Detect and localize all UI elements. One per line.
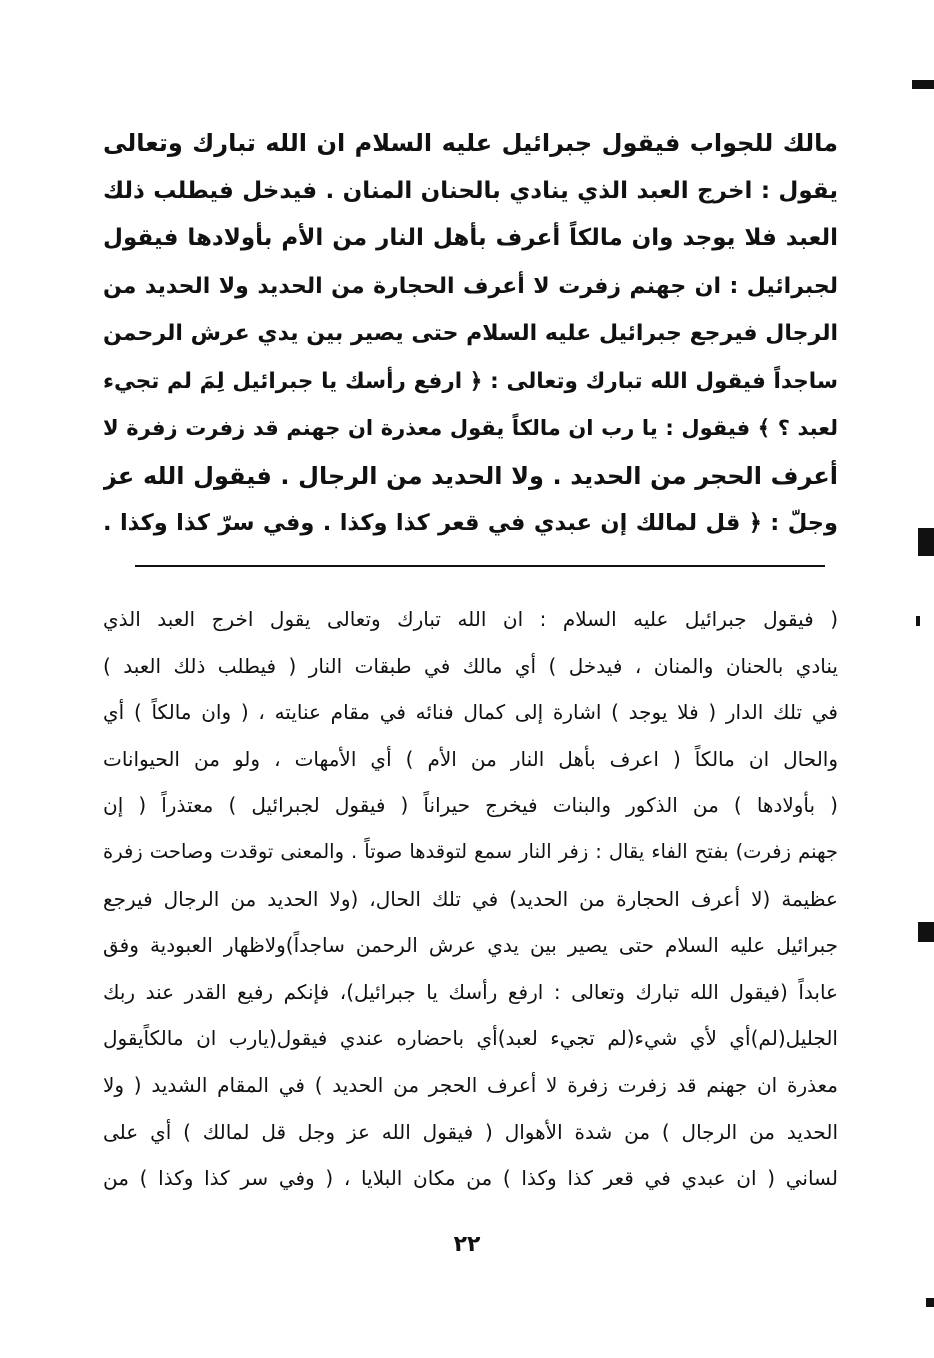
commentary-line: جبرائيل عليه السلام حتى يصير بين يدي عرش الرحمن ساجداً)ولاظهار العبودية وفق [103,933,838,958]
commentary-line: معذرة ان جهنم قد زفرت زفرة لا أعرف الحجر من الحديد ) في المقام الشديد ( ولا [103,1072,838,1097]
main-text-line: يقول : اخرج العبد الذي ينادي بالحنان المنان . فيدخل فيطلب ذلك [103,177,838,204]
main-text-line: أعرف الحجر من الحديد . ولا الحديد من الرجال . فيقول الله عز [103,461,838,490]
scan-edge-mark [918,528,934,556]
commentary-line: عابداً (فيقول الله تبارك وتعالى : ارفع رأسك يا جبرائيل)، فإنكم رفيع القدر عند ربك [103,979,838,1004]
main-text-line: مالك للجواب فيقول جبرائيل عليه السلام ان الله تبارك وتعالى [103,129,838,157]
main-text-line: الرجال فيرجع جبرائيل عليه السلام حتى يصير بين يدي عرش الرحمن [103,321,838,346]
commentary-line: والحال ان مالكاً ( اعرف بأهل النار من الأم ) أي الأمهات ، ولو من الحيوانات [103,746,838,771]
commentary-line: الحديد من الرجال ) من شدة الأهوال ( فيقول الله عز وجل قل لمالك ) أي على [103,1119,838,1144]
section-divider [135,565,825,567]
commentary-line: عظيمة (لا أعرف الحجارة من الحديد) في تلك الحال، (ولا الحديد من الرجال فيرجع [103,886,838,911]
page-number: ٢٢ [453,1232,481,1257]
scan-edge-mark [918,922,934,942]
commentary-line: جهنم زفرت) بفتح الفاء يقال : زفر النار سمع لتوقدها صوتاً . والمعنى توقدت وصاحت زفرة [103,839,838,863]
commentary-line: ( بأولادها ) من الذكور والبنات فيخرج حيراناً ( فيقول لجبرائيل ) معتذراً ( إن [103,793,838,818]
commentary-line: ينادي بالحنان والمنان ، فيدخل ) أي مالك في طبقات النار ( فيطلب ذلك العبد ) [103,653,838,678]
main-text-line: ساجداً فيقول الله تبارك وتعالى : ﴿ ارفع رأسك يا جبرائيل لِمَ لم تجيء [103,368,838,394]
scan-edge-mark [912,80,934,89]
commentary-line: ( فيقول جبرائيل عليه السلام : ان الله تبارك وتعالى يقول اخرج العبد الذي [103,607,838,631]
commentary-line: لساني ( ان عبدي في قعر كذا وكذا ) من مكان البلايا ، ( وفي سر كذا وكذا ) من [103,1166,838,1191]
commentary-block [103,596,838,1202]
commentary-line: الجليل(لم)أي لأي شيء(لم تجيء لعبد)أي باحضاره عندي فيقول(يارب ان مالكاًيقول [103,1026,838,1051]
main-text-line: لعبد ؟ ﴾ فيقول : يا رب ان مالكاً يقول معذرة ان جهنم قد زفرت زفرة لا [103,416,838,440]
scan-edge-mark [926,1298,934,1307]
scan-edge-mark [916,616,920,626]
main-text-line: وجلّ : ﴿ قل لمالك إن عبدي في قعر كذا وكذا . وفي سرّ كذا وكذا . [103,510,838,536]
main-text-block [103,120,838,548]
commentary-line: في تلك الدار ( فلا يوجد ) اشارة إلى كمال فنائه في مقام عنايته ، ( وان مالكاً ) أي [103,700,838,725]
main-text-line: لجبرائيل : ان جهنم زفرت لا أعرف الحجارة من الحديد ولا الحديد من [103,273,838,299]
main-text-line: العبد فلا يوجد وان مالكاً أعرف بأهل النار من الأم بأولادها فيقول [103,225,838,251]
